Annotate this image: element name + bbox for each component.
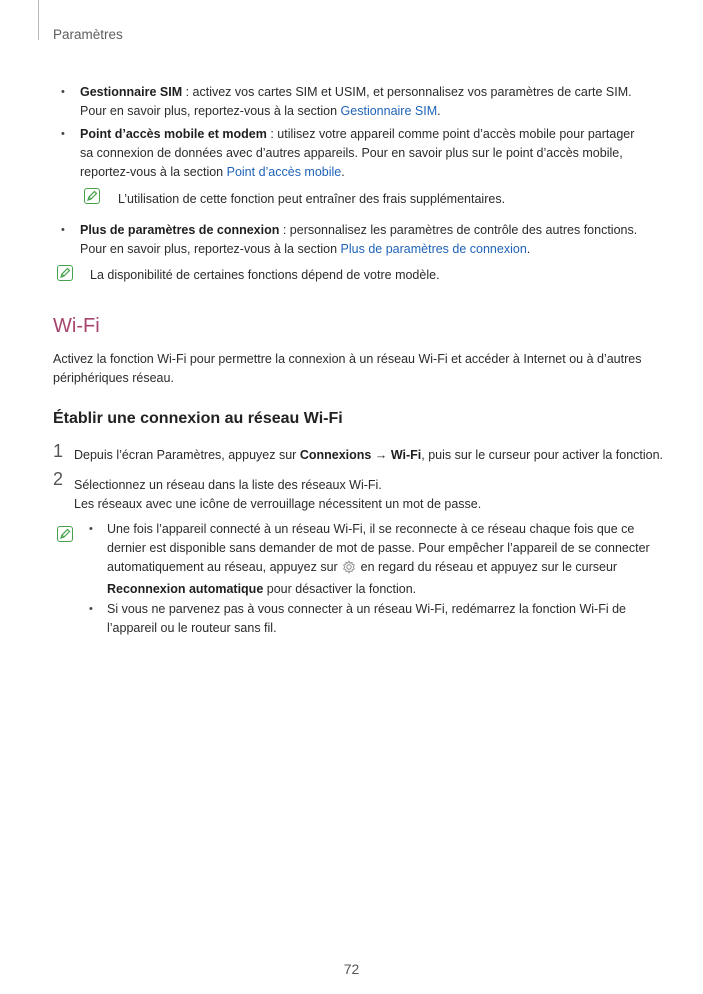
model-note-text: La disponibilité de certaines fonctions dépend de votre modèle. bbox=[90, 268, 440, 282]
step-1-text-part: Depuis l’écran Paramètres, appuyez sur bbox=[74, 448, 300, 462]
note-icon bbox=[57, 265, 73, 281]
more-settings-link[interactable]: Plus de paramètres de connexion bbox=[340, 242, 527, 256]
note-icon bbox=[84, 188, 100, 204]
more-settings-period: . bbox=[526, 242, 531, 256]
step-2-line-1: Sélectionnez un réseau dans la liste des réseaux Wi-Fi. bbox=[74, 478, 382, 492]
page-header: Paramètres bbox=[53, 27, 123, 42]
subsection-title: Établir une connexion au réseau Wi-Fi bbox=[53, 410, 343, 427]
note-icon bbox=[57, 526, 73, 542]
hotspot-period: . bbox=[341, 165, 345, 179]
auto-reconnect-text-3: pour désactiver la fonction. bbox=[263, 582, 417, 596]
step-2-line-2: Les réseaux avec une icône de verrouillage nécessitent un mot de passe. bbox=[74, 497, 482, 511]
section-title-wifi: Wi-Fi bbox=[53, 315, 100, 337]
sim-manager-period: . bbox=[437, 104, 441, 118]
page-number: 72 bbox=[343, 961, 360, 977]
step-1-text bbox=[74, 446, 664, 465]
auto-reconnect-text-2: en regard du réseau et appuyez sur le curseur bbox=[357, 560, 618, 574]
auto-reconnect-label: Reconnexion automatique bbox=[107, 582, 264, 596]
note-bullet-restart: • Si vous ne parvenez pas à vous connecter à un réseau Wi-Fi, redémarrez la fonction Wi-Fi de l’appareil ou le routeur sans fil. bbox=[107, 600, 652, 638]
wifi-intro: Activez la fonction Wi-Fi pour permettre la connexion à un réseau Wi-Fi et accéder à Internet ou à d’autres périphériques réseau. bbox=[53, 352, 642, 385]
arrow: → bbox=[371, 448, 391, 462]
list-item-hotspot bbox=[80, 125, 635, 182]
gear-icon bbox=[342, 560, 356, 580]
header-rule bbox=[38, 0, 39, 40]
step-1-text-end: , puis sur le curseur pour activer la fonction. bbox=[421, 448, 664, 462]
list-item-sim-manager bbox=[80, 83, 660, 121]
connections-label: Connexions bbox=[299, 448, 372, 462]
sim-manager-label: Gestionnaire SIM bbox=[80, 85, 183, 99]
hotspot-label: Point d’accès mobile et modem bbox=[80, 127, 267, 141]
sim-manager-link[interactable]: Gestionnaire SIM bbox=[340, 104, 438, 118]
hotspot-link[interactable]: Point d’accès mobile bbox=[226, 165, 342, 179]
more-settings-text: : personnalisez les paramètres de contrôle des autres fonctions. Pour en savoir plus, reportez-vous à la section bbox=[80, 223, 638, 256]
wifi-label: Wi-Fi bbox=[390, 448, 422, 462]
more-settings-label: Plus de paramètres de connexion bbox=[80, 223, 280, 237]
hotspot-text: : utilisez votre appareil comme point d’accès mobile pour partager sa connexion de données avec d’autres appareils. Pour en savoir plus sur le point d’accès mobile, reportez-vous à la section bbox=[80, 127, 635, 179]
hotspot-note-text: L’utilisation de cette fonction peut entraîner des frais supplémentaires. bbox=[118, 192, 506, 206]
sim-manager-text: : activez vos cartes SIM et USIM, et personnalisez vos paramètres de carte SIM. Pour en savoir plus, reportez-vous à la section bbox=[80, 85, 632, 118]
note-bullet-auto-reconnect bbox=[107, 520, 652, 599]
list-item-more-settings bbox=[80, 221, 660, 259]
step-number-2: 2 bbox=[53, 469, 64, 489]
auto-reconnect-text: Une fois l’appareil connecté à un réseau Wi-Fi, il se reconnecte à ce réseau chaque fois que ce dernier est disponible sans demander de mot de passe. Pour empêcher l’appareil de se connecter automatiquement au réseau, appuyez sur bbox=[107, 522, 650, 574]
step-number-1: 1 bbox=[53, 441, 64, 461]
